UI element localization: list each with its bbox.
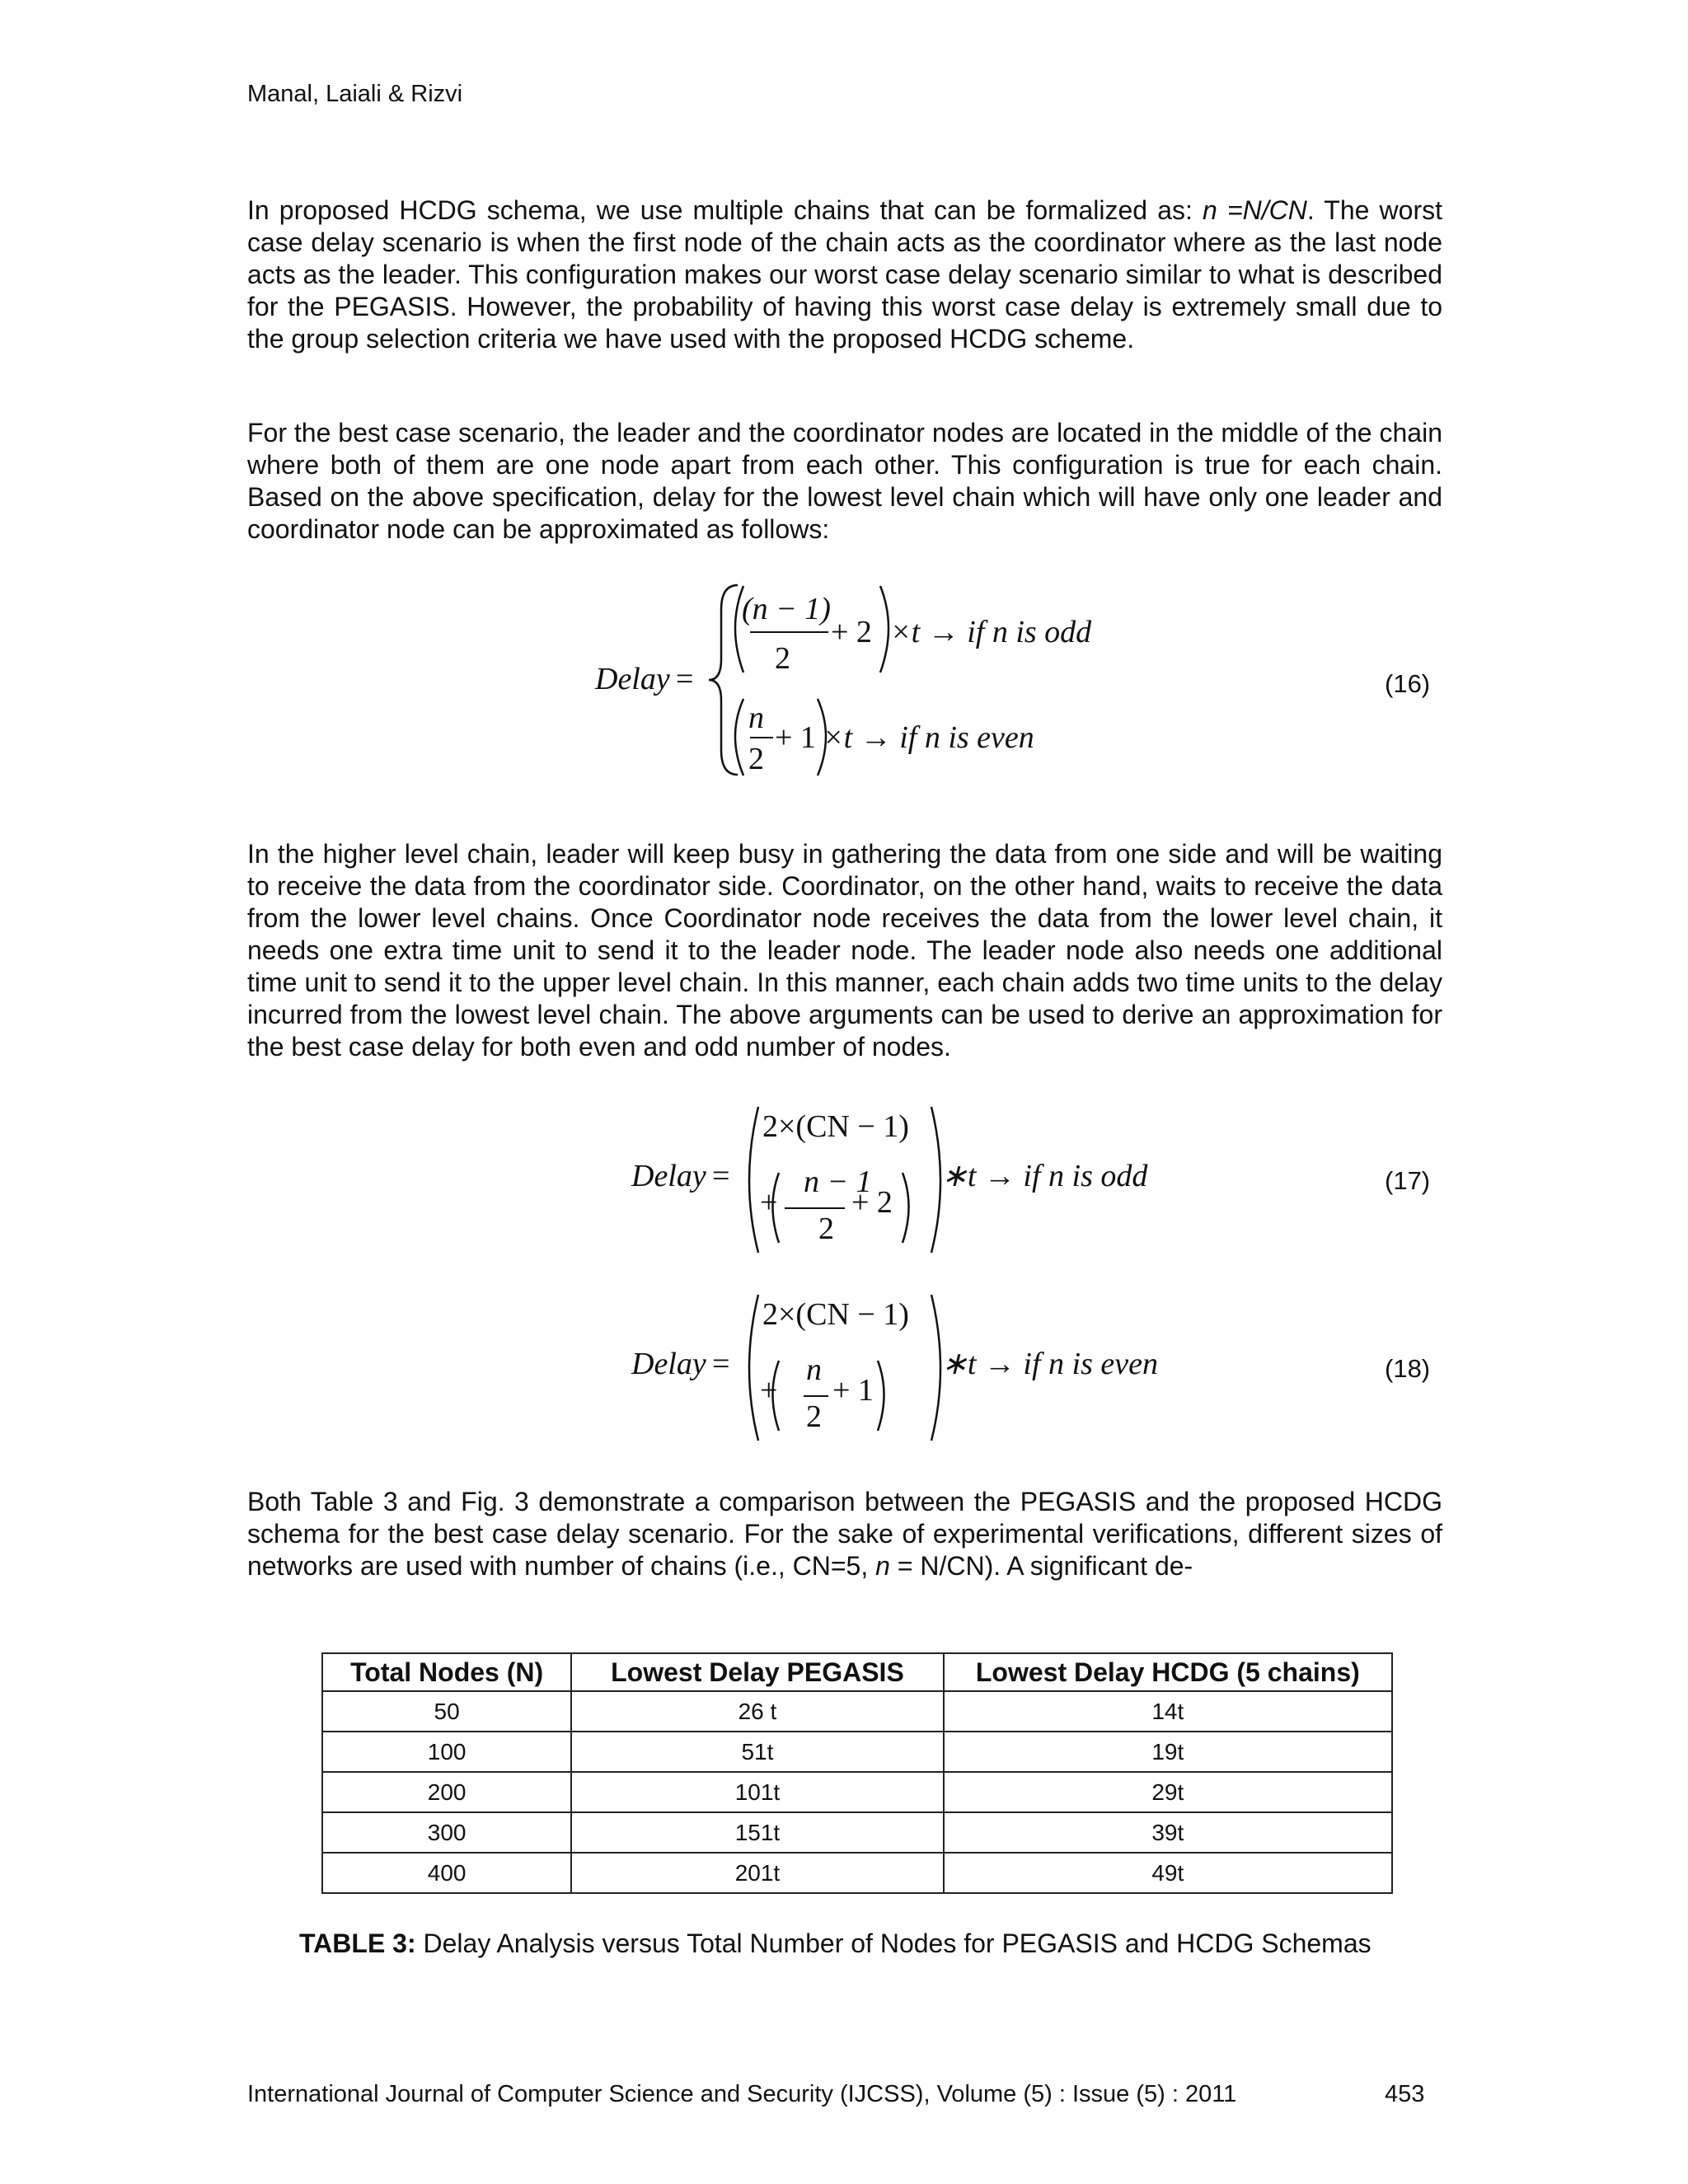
eq16-odd-numerator: (n − 1)	[742, 592, 831, 626]
eq18-plus: +	[760, 1373, 778, 1408]
paragraph-4	[247, 1486, 1442, 1582]
table-caption-text: Delay Analysis versus Total Number of Nodes for PEGASIS and HCDG Schemas	[415, 1929, 1372, 1958]
table-row	[322, 1691, 1392, 1732]
table-header-cell: Lowest Delay PEGASIS	[571, 1653, 943, 1691]
eq17-plus: +	[760, 1185, 778, 1220]
paragraph-1-formula: n =N/CN	[1203, 195, 1307, 225]
eq16-even-tail: ×t → if n is even	[823, 720, 1034, 755]
table-cell: 400	[322, 1853, 571, 1893]
table-caption	[299, 1929, 1372, 1959]
eq17-tail: ∗t → if n is odd	[941, 1159, 1148, 1193]
table-cell: 100	[322, 1732, 571, 1772]
eq16-lhs: Delay	[595, 662, 670, 696]
eq17-number: (17)	[1385, 1166, 1431, 1195]
paragraph-1	[247, 194, 1442, 355]
eq18-number: (18)	[1385, 1354, 1431, 1383]
table-cell: 26 t	[571, 1691, 943, 1732]
table-cell: 200	[322, 1772, 571, 1812]
paragraph-2: For the best case scenario, the leader and the coordinator nodes are located in the middle of the chain where both of them are one node apart from each other. This configuration is true for each chain. Based on the above specification, delay for the lowest level chain which will have only one leader and coordinator node can be approximated as follows:	[247, 418, 1442, 544]
table-cell: 300	[322, 1812, 571, 1853]
delay-table	[321, 1652, 1393, 1894]
paragraph-4-formula: n	[875, 1551, 890, 1581]
eq18-top: 2×(CN − 1)	[762, 1297, 909, 1332]
paragraph-1-text-a: In proposed HCDG schema, we use multiple chains that can be formalized as:	[247, 195, 1203, 225]
eq18-lhs: Delay	[631, 1347, 706, 1381]
eq18-denominator: 2	[806, 1399, 822, 1434]
eq16-odd-plus: + 2	[831, 615, 872, 649]
table-cell: 39t	[944, 1812, 1392, 1853]
eq18-add: + 1	[832, 1373, 874, 1408]
eq17-numerator: n − 1	[804, 1165, 872, 1199]
eq18-equals: =	[712, 1347, 730, 1381]
eq17-equals: =	[712, 1159, 730, 1193]
journal-footer: International Journal of Computer Science and Security (IJCSS), Volume (5) : Issue (5) : 2011	[247, 2081, 1237, 2107]
table-header-cell: Lowest Delay HCDG (5 chains)	[944, 1653, 1392, 1691]
eq17-add: + 2	[851, 1185, 893, 1220]
table-cell: 19t	[944, 1732, 1392, 1772]
table-cell: 151t	[571, 1812, 943, 1853]
table-header-cell: Total Nodes (N)	[322, 1653, 571, 1691]
table-row	[322, 1772, 1392, 1812]
table-header-row	[322, 1653, 1392, 1691]
eq16-odd-tail: ×t → if n is odd	[890, 615, 1092, 649]
paragraph-3: In the higher level chain, leader will keep busy in gathering the data from one side and will be waiting to receive the data from the coordinator side. Coordinator, on the other hand, waits to receive the data from the lower level chains. Once Coordinator node receives the data from the lower level chain, it needs one extra time unit to send it to the leader node. The leader node also needs one additional time unit to send it to the upper level chain. In this manner, each chain adds two time units to the delay incurred from the lowest level chain. The above arguments can be used to derive an approximation for the best case delay for both even and odd number of nodes.	[247, 839, 1442, 1062]
table-cell: 14t	[944, 1691, 1392, 1732]
eq16-equals: =	[676, 662, 694, 696]
paragraph-4-text-a: Both Table 3 and Fig. 3 demonstrate a comparison between the PEGASIS and the proposed HCDG schema for the best case delay scenario. For the sake of experimental verifications, different sizes of networks are used with number of chains (i.e., CN=5,	[247, 1487, 1442, 1581]
table-cell: 49t	[944, 1853, 1392, 1893]
eq16-even-plus: + 1	[775, 720, 816, 755]
table-caption-label: TABLE 3:	[299, 1929, 416, 1958]
eq18-tail: ∗t → if n is even	[941, 1347, 1158, 1381]
table-cell: 201t	[571, 1853, 943, 1893]
table-row	[322, 1732, 1392, 1772]
paragraph-4-text-b: = N/CN). A significant de-	[889, 1551, 1193, 1581]
table-row	[322, 1812, 1392, 1853]
table-cell: 29t	[944, 1772, 1392, 1812]
eq16-even-denominator: 2	[748, 742, 764, 776]
table-cell: 101t	[571, 1772, 943, 1812]
running-header: Manal, Laiali & Rizvi	[247, 81, 463, 107]
eq17-denominator: 2	[818, 1212, 834, 1246]
table-row	[322, 1853, 1392, 1893]
eq17-lhs: Delay	[631, 1159, 706, 1193]
eq16-odd-denominator: 2	[775, 641, 790, 676]
paragraph-1-text-b: . The worst case delay scenario is when the first node of the chain acts as the coordinator where as the last node acts as the leader. This configuration makes our worst case delay scenario similar to what is described for the PEGASIS. However, the probability of having this worst case delay is extremely small due to the group selection criteria we have used with the proposed HCDG scheme.	[247, 195, 1443, 354]
page-number: 453	[1385, 2081, 1425, 2107]
table-cell: 50	[322, 1691, 571, 1732]
eq17-top: 2×(CN − 1)	[762, 1109, 909, 1144]
eq16-even-numerator: n	[748, 701, 764, 735]
eq18-numerator: n	[806, 1352, 822, 1387]
eq16-number: (16)	[1385, 669, 1431, 698]
table-cell: 51t	[571, 1732, 943, 1772]
